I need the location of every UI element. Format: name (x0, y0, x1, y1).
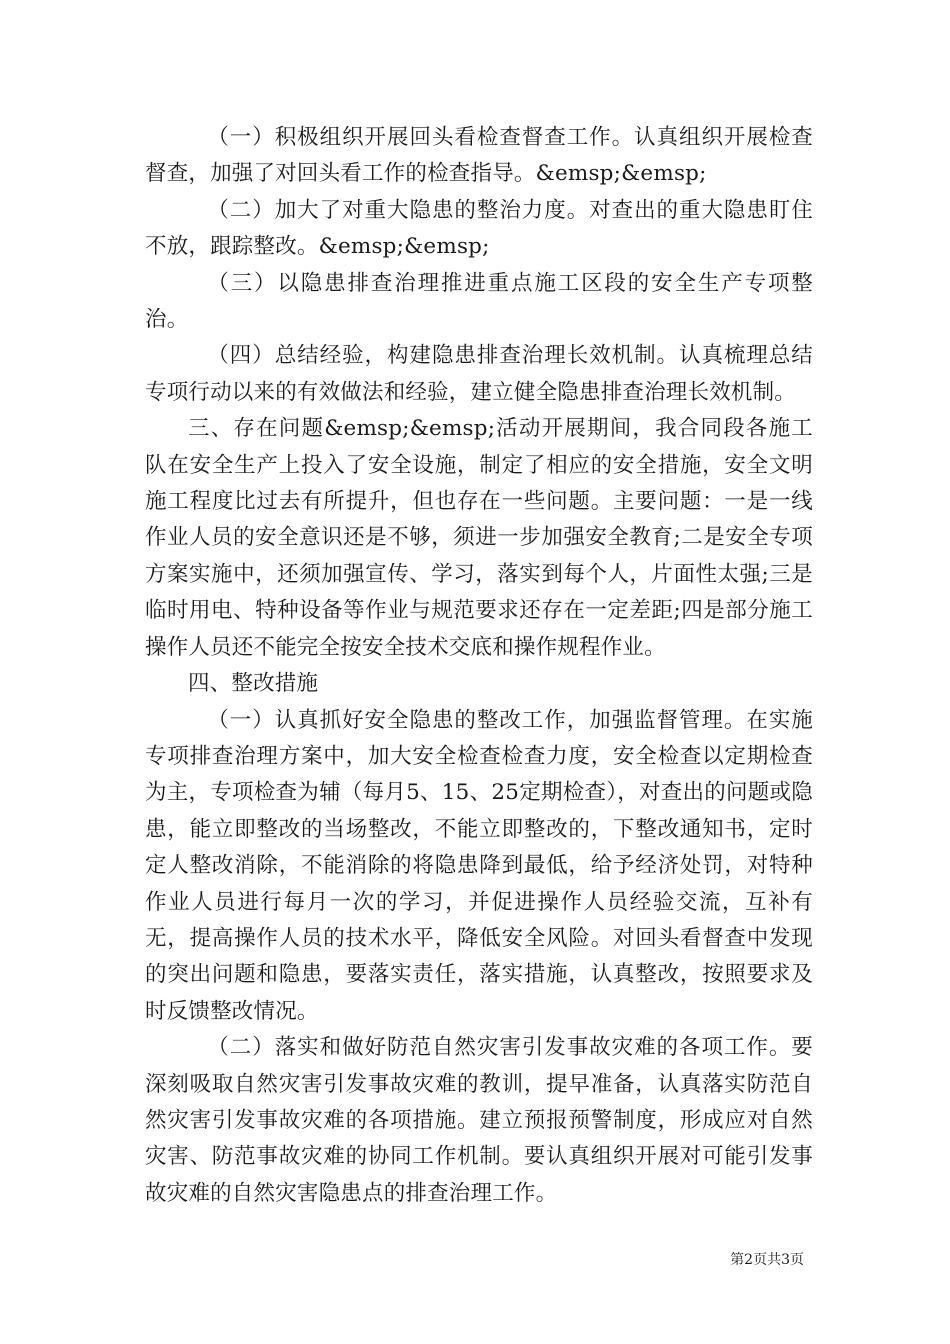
section-heading-measures: 四、整改措施 (188, 671, 319, 697)
page-number: 第2页共3页 (730, 1252, 804, 1268)
paragraph-2: （二）加大了对重大隐患的整治力度。对查出的重大隐患盯住不放，跟踪整改。&emsp;&emsp; (145, 197, 813, 260)
paragraph-measure-1: （一）认真抓好安全隐患的整改工作，加强监督管理。在实施专项排查治理方案中，加大安全检查检查力度，安全检查以定期检查为主，专项检查为辅（每月5、15、25定期检查），对查出的问题或隐患，能立即整改的当场整改，不能立即整改的，下整改通知书，定时定人整改消除，不能消除的将隐患降到最低，给予经济处罚，对特种作业人员进行每月一次的学习，并促进操作人员经验交流，互补有无，提高操作人员的技术水平，降低安全风险。对回头看督查中发现的突出问题和隐患，要落实责任，落实措施，认真整改，按照要求及时反馈整改情况。 (145, 707, 813, 1024)
section-heading-problems: 三、存在问题&emsp;&emsp;活动开展期间，我合同段各施工队在安全生产上投入了安全设施，制定了相应的安全措施，安全文明施工程度比过去有所提升，但也存在一些问题。主要问题：一是一线作业人员的安全意识还是不够，须进一步加强安全教育;二是安全专项方案实施中，还须加强宣传、学习，落实到每个人，片面性太强;三是临时用电、特种设备等作业与规范要求还存在一定差距;四是部分施工操作人员还不能完全按安全技术交底和操作规程作业。 (145, 416, 813, 660)
document-body (145, 120, 813, 1212)
paragraph-1: （一）积极组织开展回头看检查督查工作。认真组织开展检查督查，加强了对回头看工作的检查指导。&emsp;&emsp; (145, 125, 813, 187)
paragraph-3: （三）以隐患排查治理推进重点施工区段的安全生产专项整治。 (145, 270, 813, 333)
paragraph-4: （四）总结经验，构建隐患排查治理长效机制。认真梳理总结专项行动以来的有效做法和经验，建立健全隐患排查治理长效机制。 (145, 343, 813, 405)
paragraph-measure-2: （二）落实和做好防范自然灾害引发事故灾难的各项工作。要深刻吸取自然灾害引发事故灾难的教训，提早准备，认真落实防范自然灾害引发事故灾难的各项措施。建立预报预警制度，形成应对自然灾害、防范事故灾难的协同工作机制。要认真组织开展对可能引发事故灾难的自然灾害隐患点的排查治理工作。 (145, 1035, 813, 1206)
